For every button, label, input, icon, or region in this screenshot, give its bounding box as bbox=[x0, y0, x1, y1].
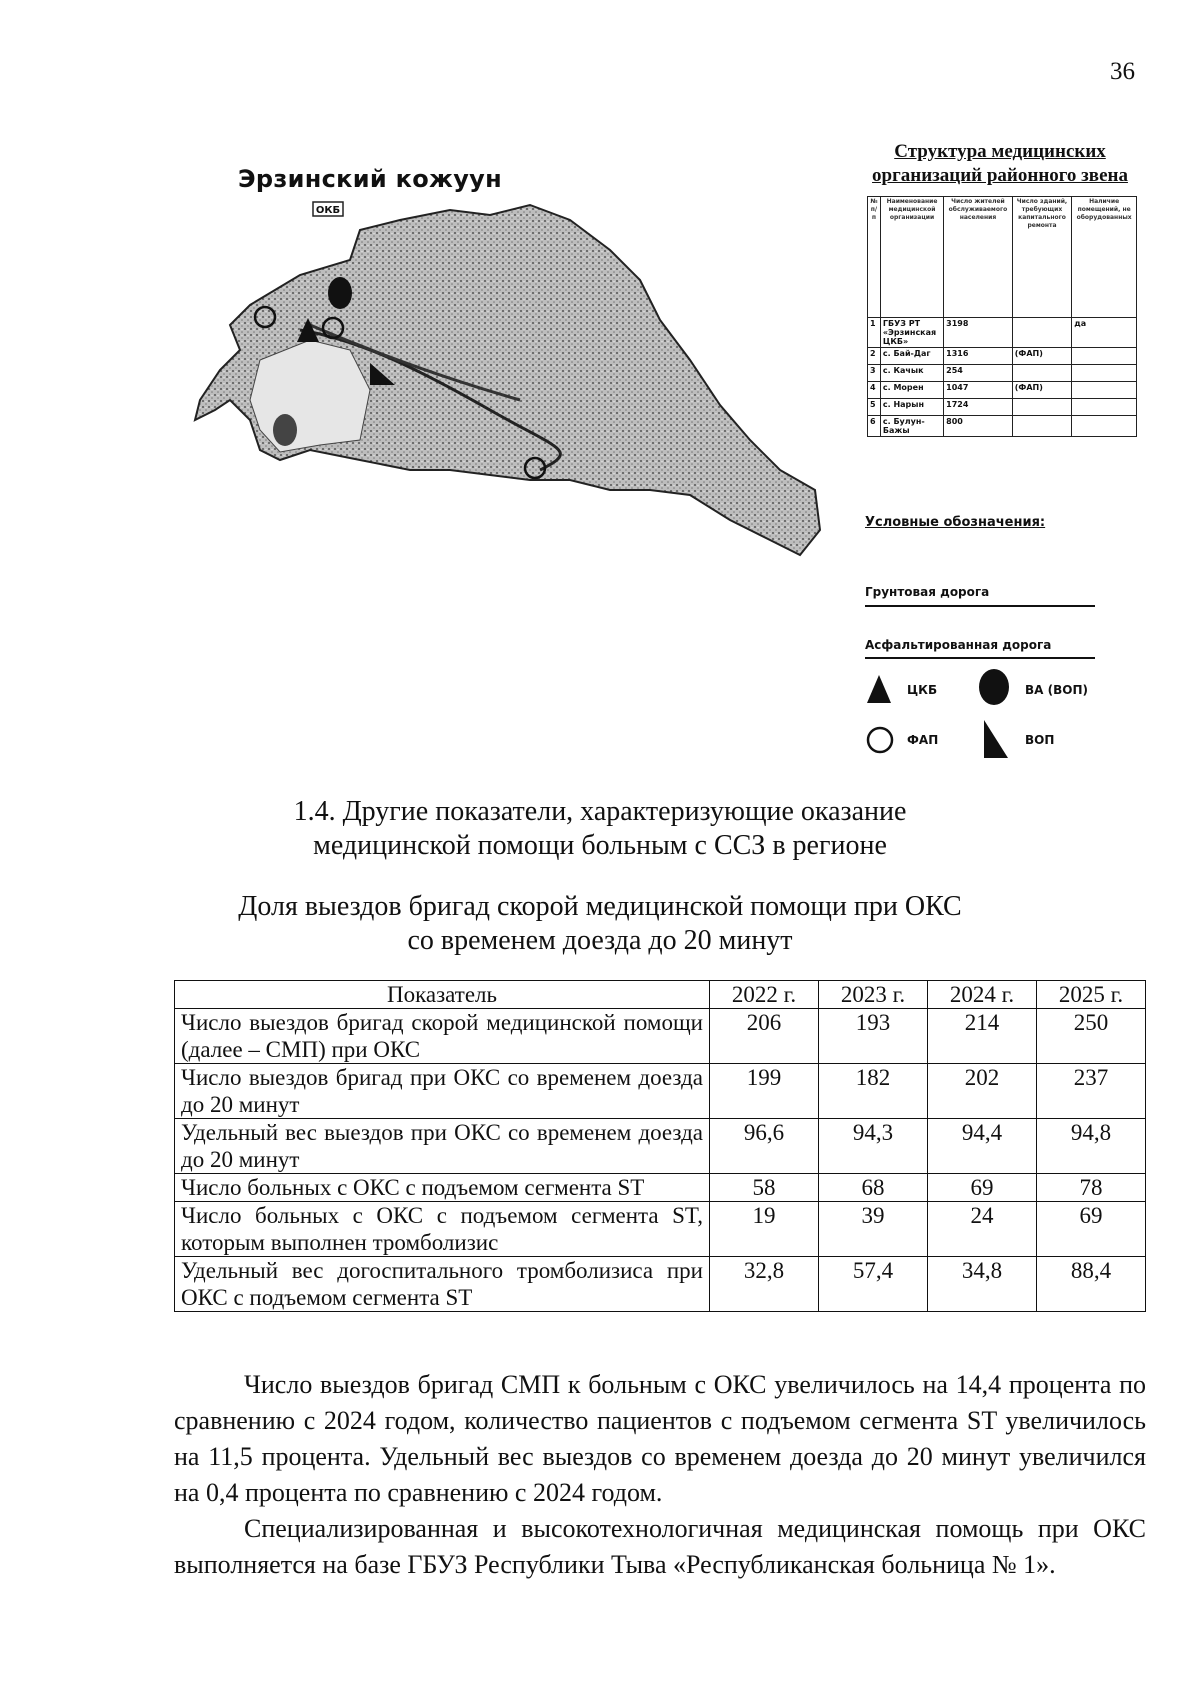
paragraph-1: Число выездов бригад СМП к больным с ОКС увеличилось на 14,4 процента по сравнению с 2024 годом, количество пациентов с подъемом сегмента ST увеличилось на 11,5 процента. Удельный вес выездов со временем доезда до 20 минут увеличился на 0,4 процента по сравнению с 2024 годом. bbox=[174, 1370, 1146, 1507]
row-value: 39 bbox=[819, 1202, 928, 1257]
row-value: 68 bbox=[819, 1174, 928, 1202]
structure-header-cell: Наличие помещений, не оборудованных bbox=[1072, 197, 1137, 318]
structure-cell bbox=[1012, 365, 1072, 382]
row-label: Число больных с ОКС с подъемом сегмента ST, которым выполнен тромболизис bbox=[175, 1202, 710, 1257]
row-label: Удельный вес выездов при ОКС со временем доезда до 20 минут bbox=[175, 1119, 710, 1174]
structure-header-cell: № п/п bbox=[868, 197, 881, 318]
row-value: 69 bbox=[928, 1174, 1037, 1202]
structure-cell: с. Бай-Даг bbox=[880, 348, 943, 365]
structure-row bbox=[868, 348, 1137, 365]
structure-cell bbox=[1012, 416, 1072, 437]
header-year: 2024 г. bbox=[928, 981, 1037, 1009]
legend-dirt-road: Грунтовая дорога bbox=[865, 585, 990, 599]
district-lowland bbox=[250, 340, 370, 452]
structure-cell bbox=[1072, 365, 1137, 382]
table-row bbox=[175, 1064, 1146, 1119]
table-row bbox=[175, 1009, 1146, 1064]
legend-va: ВА (ВОП) bbox=[1025, 683, 1088, 697]
row-value: 237 bbox=[1037, 1064, 1146, 1119]
table-row bbox=[175, 1119, 1146, 1174]
structure-cell: 1 bbox=[868, 318, 881, 348]
structure-cell: 2 bbox=[868, 348, 881, 365]
structure-row bbox=[868, 382, 1137, 399]
structure-cell: 800 bbox=[944, 416, 1013, 437]
structure-cell bbox=[1072, 416, 1137, 437]
table-caption-line1: Доля выездов бригад скорой медицинской помощи при ОКС bbox=[238, 891, 962, 922]
structure-cell: с. Морен bbox=[880, 382, 943, 399]
map-title: Эрзинский кожуун bbox=[238, 165, 502, 193]
structure-row bbox=[868, 416, 1137, 437]
table-row bbox=[175, 1202, 1146, 1257]
structure-cell bbox=[1072, 399, 1137, 416]
row-value: 19 bbox=[710, 1202, 819, 1257]
legend-dirt-road-line bbox=[865, 605, 1095, 607]
structure-cell: с. Нарын bbox=[880, 399, 943, 416]
row-label: Удельный вес догоспитального тромболизиса при ОКС с подъемом сегмента ST bbox=[175, 1257, 710, 1312]
structure-table-header bbox=[868, 197, 1137, 318]
structure-cell: (ФАП) bbox=[1012, 382, 1072, 399]
row-value: 250 bbox=[1037, 1009, 1146, 1064]
structure-title-line2: организаций районного звена bbox=[872, 165, 1128, 186]
row-value: 24 bbox=[928, 1202, 1037, 1257]
right-triangle-icon bbox=[980, 718, 1010, 760]
district-map bbox=[190, 190, 830, 570]
structure-cell: 1316 bbox=[944, 348, 1013, 365]
structure-cell: 1047 bbox=[944, 382, 1013, 399]
structure-cell: 4 bbox=[868, 382, 881, 399]
row-value: 94,8 bbox=[1037, 1119, 1146, 1174]
structure-row bbox=[868, 365, 1137, 382]
row-value: 193 bbox=[819, 1009, 928, 1064]
row-value: 57,4 bbox=[819, 1257, 928, 1312]
header-indicator: Показатель bbox=[175, 981, 710, 1009]
row-value: 58 bbox=[710, 1174, 819, 1202]
table-caption-line2: со временем доезда до 20 минут bbox=[407, 925, 793, 956]
table-row bbox=[175, 1174, 1146, 1202]
structure-cell: с. Булун-Бажы bbox=[880, 416, 943, 437]
filled-circle-icon bbox=[977, 667, 1011, 707]
row-value: 78 bbox=[1037, 1174, 1146, 1202]
paragraph-2: Специализированная и высокотехнологичная медицинская помощь при ОКС выполняется на базе ГБУЗ Республики Тыва «Республиканская больница № 1». bbox=[174, 1514, 1146, 1579]
row-value: 94,3 bbox=[819, 1119, 928, 1174]
structure-cell: ГБУЗ РТ «Эрзинская ЦКБ» bbox=[880, 318, 943, 348]
structure-cell: 3 bbox=[868, 365, 881, 382]
structure-title-line1: Структура медицинских bbox=[894, 141, 1106, 162]
structure-cell: 5 bbox=[868, 399, 881, 416]
legend-fap: ФАП bbox=[907, 733, 939, 747]
triangle-icon bbox=[865, 673, 893, 705]
row-value: 69 bbox=[1037, 1202, 1146, 1257]
row-value: 96,6 bbox=[710, 1119, 819, 1174]
row-value: 32,8 bbox=[710, 1257, 819, 1312]
row-value: 199 bbox=[710, 1064, 819, 1119]
structure-cell bbox=[1072, 382, 1137, 399]
legend-asphalt-road-line bbox=[865, 657, 1095, 659]
section-heading bbox=[200, 795, 1000, 863]
structure-header-cell: Число жителей обслуживаемого населения bbox=[944, 197, 1013, 318]
structure-cell bbox=[1012, 399, 1072, 416]
table-row bbox=[175, 1257, 1146, 1312]
legend-ckb: ЦКБ bbox=[907, 683, 938, 697]
structure-cell: 1724 bbox=[944, 399, 1013, 416]
section-heading-line1: 1.4. Другие показатели, характеризующие оказание bbox=[293, 796, 907, 827]
row-label: Число больных с ОКС с подъемом сегмента ST bbox=[175, 1174, 710, 1202]
structure-row bbox=[868, 318, 1137, 348]
structure-cell: с. Качык bbox=[880, 365, 943, 382]
row-value: 202 bbox=[928, 1064, 1037, 1119]
structure-cell bbox=[1012, 318, 1072, 348]
row-value: 94,4 bbox=[928, 1119, 1037, 1174]
row-value: 214 bbox=[928, 1009, 1037, 1064]
structure-cell: (ФАП) bbox=[1012, 348, 1072, 365]
row-value: 34,8 bbox=[928, 1257, 1037, 1312]
structure-header-cell: Наименование медицинской организации bbox=[880, 197, 943, 318]
row-value: 88,4 bbox=[1037, 1257, 1146, 1312]
row-label: Число выездов бригад при ОКС со временем доезда до 20 минут bbox=[175, 1064, 710, 1119]
legend-title: Условные обозначения: bbox=[865, 515, 1046, 530]
structure-cell: 254 bbox=[944, 365, 1013, 382]
inset-label: ОКБ bbox=[315, 205, 341, 216]
legend-asphalt-road: Асфальтированная дорога bbox=[865, 638, 1052, 652]
structure-table bbox=[867, 196, 1137, 437]
row-value: 206 bbox=[710, 1009, 819, 1064]
structure-cell bbox=[1072, 348, 1137, 365]
structure-header-cell: Число зданий, требующих капитального ремонта bbox=[1012, 197, 1072, 318]
header-year: 2023 г. bbox=[819, 981, 928, 1009]
circle-icon bbox=[865, 725, 895, 755]
structure-cell: 6 bbox=[868, 416, 881, 437]
lake bbox=[273, 414, 297, 446]
table-caption bbox=[200, 890, 1000, 958]
map-figure bbox=[190, 190, 830, 570]
row-value: 182 bbox=[819, 1064, 928, 1119]
indicators-table bbox=[174, 980, 1146, 1312]
structure-cell: да bbox=[1072, 318, 1137, 348]
header-year: 2025 г. bbox=[1037, 981, 1146, 1009]
page-number: 36 bbox=[1110, 58, 1135, 85]
section-heading-line2: медицинской помощи больным с ССЗ в регионе bbox=[313, 830, 887, 861]
structure-row bbox=[868, 399, 1137, 416]
structure-title bbox=[840, 140, 1160, 188]
table-header-row bbox=[175, 981, 1146, 1009]
legend-vop: ВОП bbox=[1025, 733, 1055, 747]
row-label: Число выездов бригад скорой медицинской помощи (далее – СМП) при ОКС bbox=[175, 1009, 710, 1064]
va-marker bbox=[328, 277, 352, 309]
structure-cell: 3198 bbox=[944, 318, 1013, 348]
header-year: 2022 г. bbox=[710, 981, 819, 1009]
